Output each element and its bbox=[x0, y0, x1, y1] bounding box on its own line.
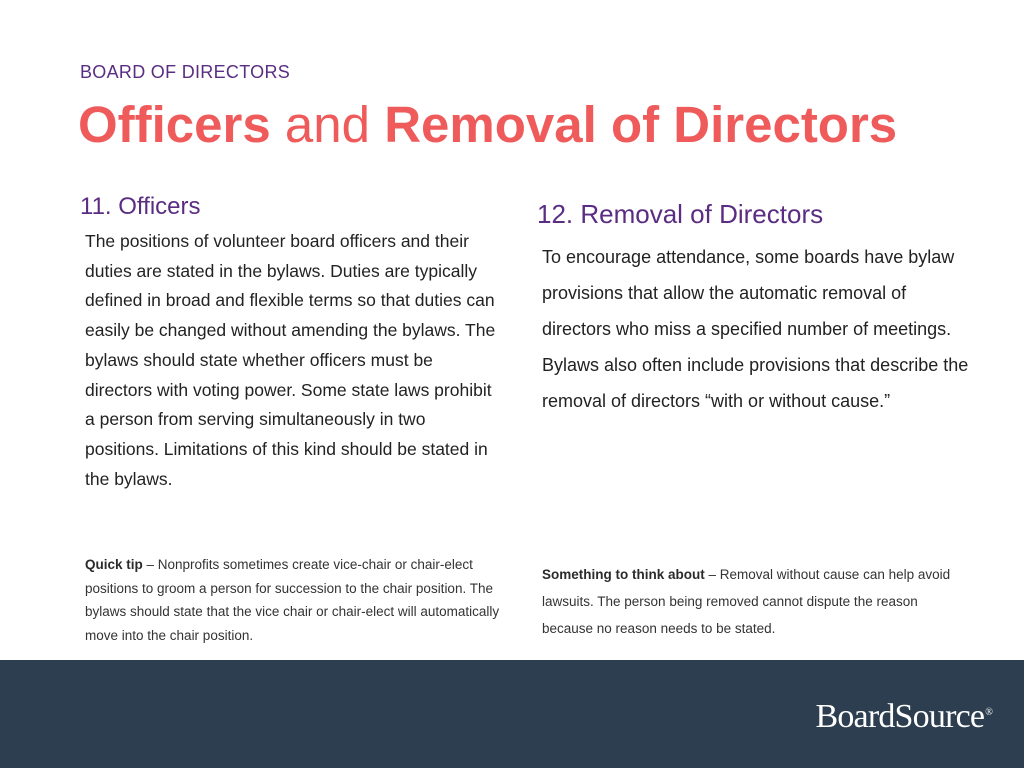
quick-tip-label: Quick tip bbox=[85, 557, 143, 572]
think-about-text: – Removal without cause can help avoid lawsuits. The person being removed cannot dispute the reason because no reason needs to be stated. bbox=[542, 567, 951, 636]
boardsource-logo bbox=[815, 698, 992, 736]
think-about-label: Something to think about bbox=[542, 567, 705, 582]
section-kicker: BOARD OF DIRECTORS bbox=[80, 62, 291, 82]
registered-mark: ® bbox=[985, 706, 992, 718]
removal-body: To encourage attendance, some boards have bylaw provisions that allow the automatic removal of directors who miss a specified number of meetings. Bylaws also often include provisions that describe the removal of directors “with or without cause.” bbox=[542, 247, 969, 411]
footer-bar bbox=[0, 660, 1024, 768]
removal-heading: 12. Removal of Directors bbox=[537, 199, 824, 229]
title-part-and: and bbox=[270, 96, 385, 153]
quick-tip bbox=[85, 553, 505, 647]
logo-text: BoardSource bbox=[815, 698, 985, 735]
title-part-removal: Removal of Directors bbox=[384, 96, 898, 153]
quick-tip-text: – Nonprofits sometimes create vice-chair or chair-elect positions to groom a person for succession to the chair position. The bylaws should state that the vice chair or chair-elect will automatically move into the chair position. bbox=[85, 557, 500, 643]
officers-body: The positions of volunteer board officers and their duties are stated in the bylaws. Duties are typically defined in broad and flexible terms so that duties can easily be changed without amending the bylaws. The bylaws should state whether officers must be directors with voting power. Some state laws prohibit a person from serving simultaneously in two positions. Limitations of this kind should be stated in the bylaws. bbox=[85, 231, 496, 489]
page-title bbox=[78, 94, 897, 156]
title-part-officers: Officers bbox=[78, 96, 271, 153]
officers-heading: 11. Officers bbox=[80, 193, 201, 220]
think-about-tip bbox=[542, 561, 972, 642]
